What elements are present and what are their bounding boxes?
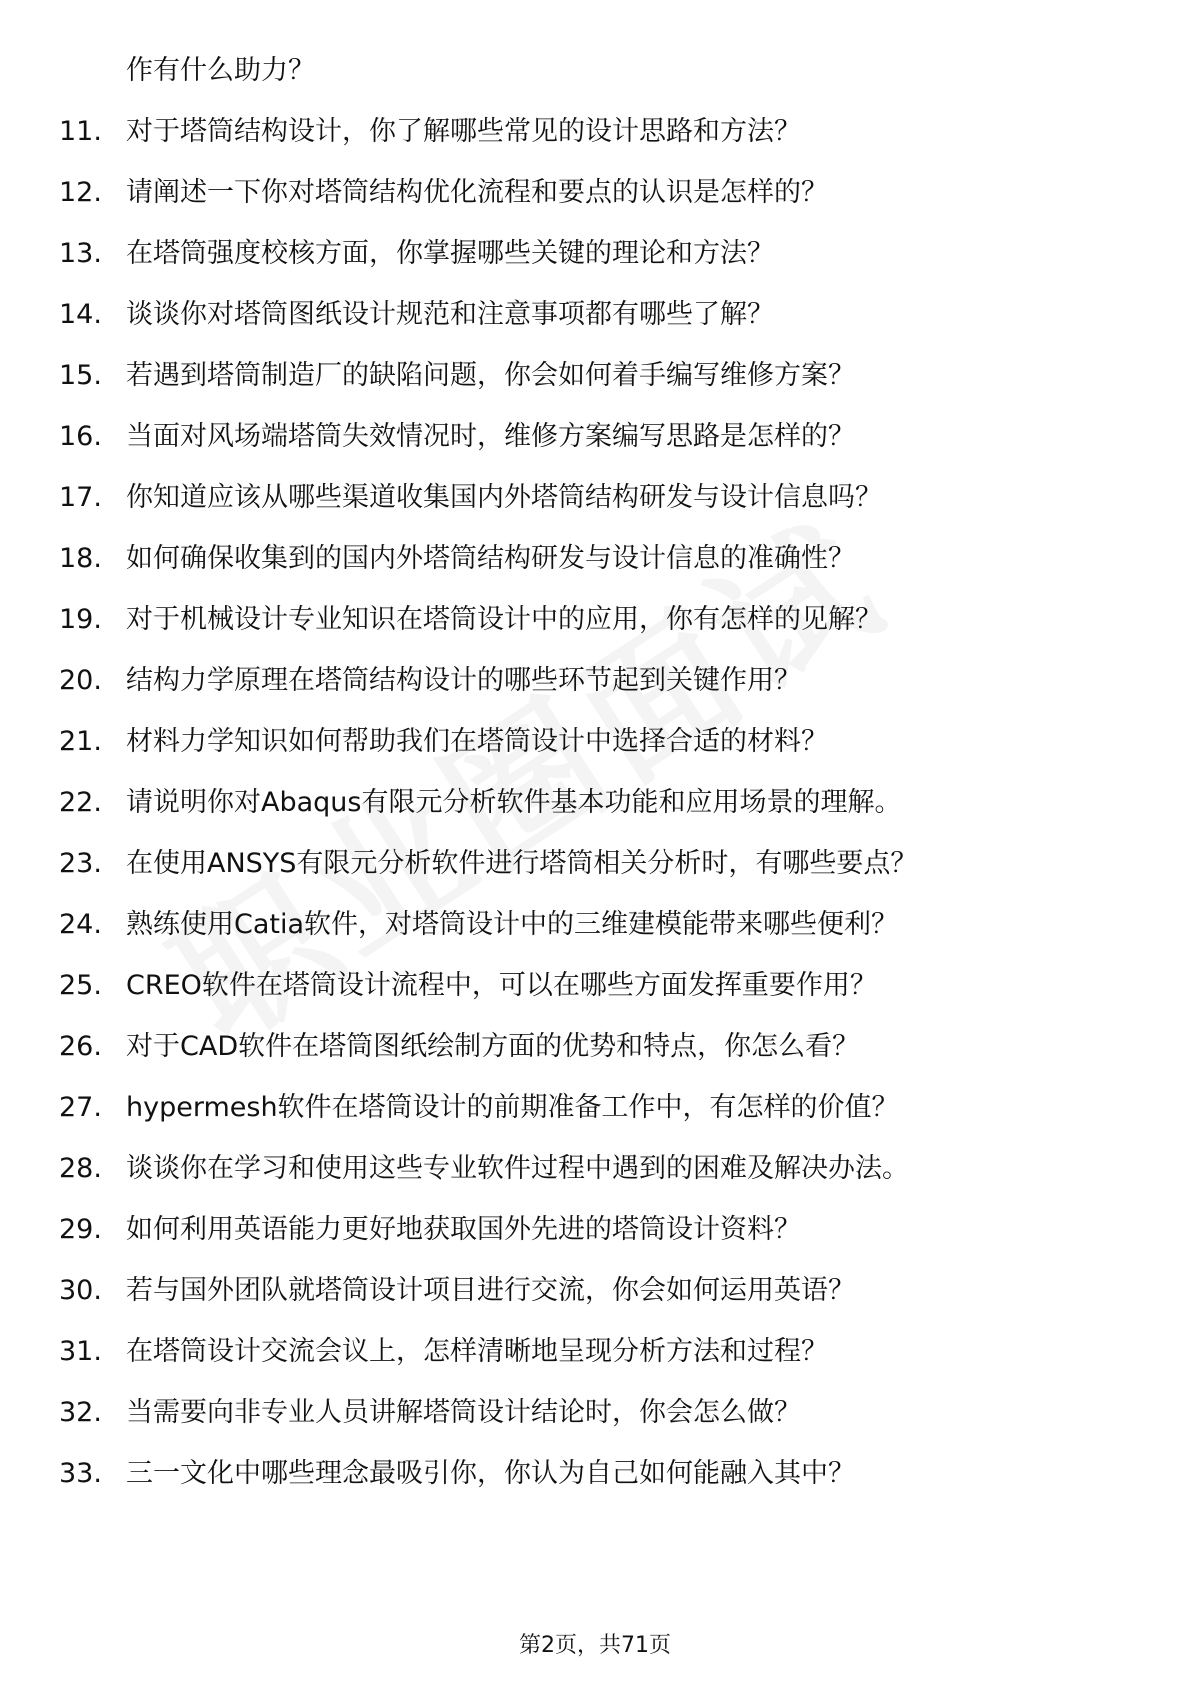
question-number: 31. <box>59 1336 102 1367</box>
question-text: 如何利用英语能力更好地获取国外先进的塔筒设计资料？ <box>126 1214 801 1245</box>
question-number: 27. <box>59 1092 102 1123</box>
question-text: 对于机械设计专业知识在塔筒设计中的应用，你有怎样的见解？ <box>126 604 882 635</box>
question-text: 结构力学原理在塔筒结构设计的哪些环节起到关键作用？ <box>126 665 801 696</box>
question-item <box>0 540 1190 577</box>
question-text: hypermesh软件在塔筒设计的前期准备工作中，有怎样的价值？ <box>126 1092 899 1123</box>
question-text: 谈谈你在学习和使用这些专业软件过程中遇到的困难及解决办法。 <box>126 1153 909 1184</box>
question-number: 23. <box>59 848 102 879</box>
question-item <box>0 1272 1190 1309</box>
question-item <box>0 418 1190 455</box>
question-list <box>0 52 1190 1516</box>
question-item <box>0 967 1190 1004</box>
continued-question <box>0 52 1190 89</box>
question-text: 请说明你对Abaqus有限元分析软件基本功能和应用场景的理解。 <box>126 787 902 818</box>
question-number: 21. <box>59 726 102 757</box>
question-number: 33. <box>59 1458 102 1489</box>
question-number: 14. <box>59 299 102 330</box>
question-item <box>0 1333 1190 1370</box>
question-text: 谈谈你对塔筒图纸设计规范和注意事项都有哪些了解？ <box>126 299 774 330</box>
question-number: 29. <box>59 1214 102 1245</box>
question-item <box>0 1455 1190 1492</box>
question-text: 若与国外团队就塔筒设计项目进行交流，你会如何运用英语？ <box>126 1275 855 1306</box>
question-item <box>0 723 1190 760</box>
question-number: 13. <box>59 238 102 269</box>
question-number: 11. <box>59 116 102 147</box>
question-number: 28. <box>59 1153 102 1184</box>
question-text: 熟练使用Catia软件，对塔筒设计中的三维建模能带来哪些便利？ <box>126 909 899 940</box>
question-number: 18. <box>59 543 102 574</box>
question-item <box>0 357 1190 394</box>
question-text: 请阐述一下你对塔筒结构优化流程和要点的认识是怎样的？ <box>126 177 828 208</box>
question-item <box>0 906 1190 943</box>
question-item <box>0 296 1190 333</box>
question-text: 材料力学知识如何帮助我们在塔筒设计中选择合适的材料？ <box>126 726 828 757</box>
question-item <box>0 1394 1190 1431</box>
question-number: 22. <box>59 787 102 818</box>
question-item <box>0 235 1190 272</box>
question-text: 在使用ANSYS有限元分析软件进行塔筒相关分析时，有哪些要点？ <box>126 848 918 879</box>
question-item <box>0 784 1190 821</box>
question-number: 19. <box>59 604 102 635</box>
question-number: 26. <box>59 1031 102 1062</box>
question-number: 12. <box>59 177 102 208</box>
question-text: 在塔筒设计交流会议上，怎样清晰地呈现分析方法和过程？ <box>126 1336 828 1367</box>
question-item <box>0 845 1190 882</box>
question-text: 对于塔筒结构设计，你了解哪些常见的设计思路和方法？ <box>126 116 801 147</box>
question-item <box>0 1211 1190 1248</box>
question-text: 如何确保收集到的国内外塔筒结构研发与设计信息的准确性？ <box>126 543 855 574</box>
question-number: 24. <box>59 909 102 940</box>
question-text: CREO软件在塔筒设计流程中，可以在哪些方面发挥重要作用？ <box>126 970 877 1001</box>
question-number: 15. <box>59 360 102 391</box>
question-item <box>0 174 1190 211</box>
continued-question-text: 作有什么助力？ <box>126 55 315 86</box>
question-text: 对于CAD软件在塔筒图纸绘制方面的优势和特点，你怎么看？ <box>126 1031 860 1062</box>
question-text: 你知道应该从哪些渠道收集国内外塔筒结构研发与设计信息吗？ <box>126 482 882 513</box>
question-number: 17. <box>59 482 102 513</box>
page-footer: 第2页，共71页 <box>519 1633 671 1658</box>
question-text: 若遇到塔筒制造厂的缺陷问题，你会如何着手编写维修方案？ <box>126 360 855 391</box>
question-number: 16. <box>59 421 102 452</box>
question-item <box>0 113 1190 150</box>
question-number: 25. <box>59 970 102 1001</box>
question-item <box>0 662 1190 699</box>
question-text: 三一文化中哪些理念最吸引你，你认为自己如何能融入其中？ <box>126 1458 855 1489</box>
question-item <box>0 479 1190 516</box>
question-text: 当面对风场端塔筒失效情况时，维修方案编写思路是怎样的？ <box>126 421 855 452</box>
question-text: 当需要向非专业人员讲解塔筒设计结论时，你会怎么做？ <box>126 1397 801 1428</box>
question-item <box>0 1150 1190 1187</box>
question-number: 30. <box>59 1275 102 1306</box>
question-item <box>0 1028 1190 1065</box>
question-item <box>0 601 1190 638</box>
question-text: 在塔筒强度校核方面，你掌握哪些关键的理论和方法？ <box>126 238 774 269</box>
question-number: 32. <box>59 1397 102 1428</box>
question-number: 20. <box>59 665 102 696</box>
question-item <box>0 1089 1190 1126</box>
